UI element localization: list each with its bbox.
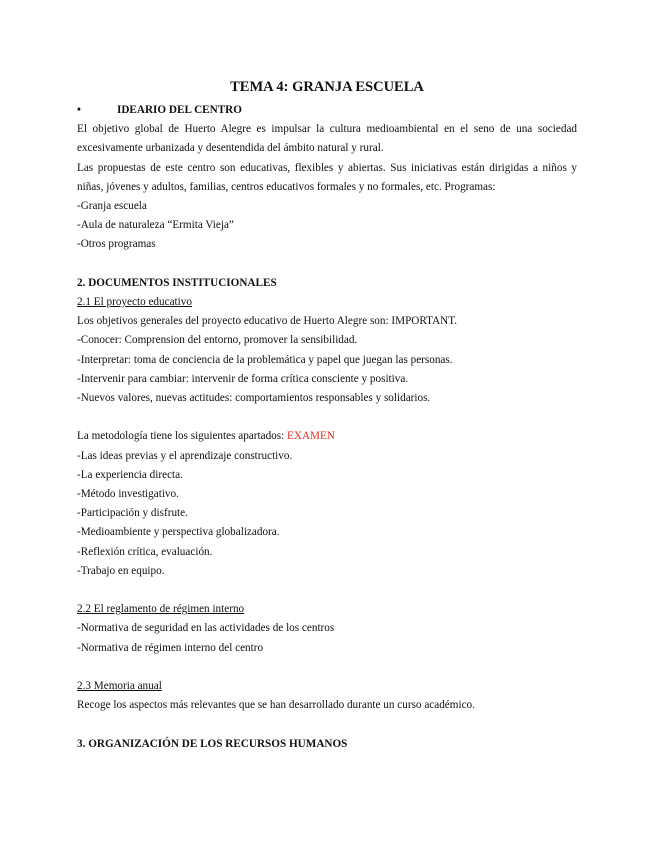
metodologia-intro [77, 427, 577, 446]
section-ideario-heading [77, 101, 577, 120]
paragraph-line: excesivamente urbanizada y desentendida del ámbito natural y rural. [77, 142, 384, 155]
list-item: -Medioambiente y perspectiva globalizadora. [77, 526, 280, 539]
list-item: -Granja escuela [77, 200, 147, 213]
list-item: -Interpretar: toma de conciencia de la problemática y papel que juegan las personas. [77, 353, 453, 366]
paragraph-line: Recoge los aspectos más relevantes que se han desarrollado durante un curso académico. [77, 699, 475, 712]
subsection-heading: 2.1 El proyecto educativo [77, 296, 192, 309]
paragraph-line: El objetivo global de Huerto Alegre es impulsar la cultura medioambiental en el seno de una sociedad [77, 123, 577, 136]
paragraph-line: niñas, jóvenes y adultos, familias, centros educativos formales y no formales, etc. Programas: [77, 180, 496, 193]
list-item: -Reflexión crítica, evaluación. [77, 545, 213, 558]
document-page [77, 78, 577, 754]
list-item: -Método investigativo. [77, 488, 179, 501]
list-item: -Participación y disfrute. [77, 507, 188, 520]
metodologia-text: La metodología tiene los siguientes apartados: [77, 430, 288, 443]
paragraph-line: Los objetivos generales del proyecto educativo de Huerto Alegre son: IMPORTANT. [77, 315, 458, 328]
list-item: -Trabajo en equipo. [77, 564, 165, 577]
section-heading: 2. DOCUMENTOS INSTITUCIONALES [77, 276, 277, 289]
list-item: -Intervenir para cambiar: intervenir de forma crítica consciente y positiva. [77, 372, 409, 385]
subsection-heading: 2.3 Memoria anual [77, 680, 162, 693]
list-item: -Aula de naturaleza “Ermita Vieja” [77, 219, 234, 232]
exam-flag: EXAMEN [287, 430, 335, 443]
list-item: -Normativa de seguridad en las actividades de los centros [77, 622, 335, 635]
subsection-heading: 2.2 El reglamento de régimen interno [77, 603, 245, 616]
list-item: -Nuevos valores, nuevas actitudes: comportamientos responsables y solidarios. [77, 392, 431, 405]
list-item: -Conocer: Comprension del entorno, promover la sensibilidad. [77, 334, 358, 347]
page-title: TEMA 4: GRANJA ESCUELA [230, 79, 424, 95]
list-item: -Normativa de régimen interno del centro [77, 641, 264, 654]
bullet-icon: • [77, 104, 81, 116]
heading-text: IDEARIO DEL CENTRO [117, 104, 242, 116]
paragraph-line: Las propuestas de este centro son educativas, flexibles y abiertas. Sus iniciativas están dirigidas a niños y [77, 161, 577, 174]
list-item: -La experiencia directa. [77, 468, 183, 481]
section-heading: 3. ORGANIZACIÓN DE LOS RECURSOS HUMANOS [77, 737, 348, 750]
list-item: -Las ideas previas y el aprendizaje constructivo. [77, 449, 293, 462]
list-item: -Otros programas [77, 238, 156, 251]
